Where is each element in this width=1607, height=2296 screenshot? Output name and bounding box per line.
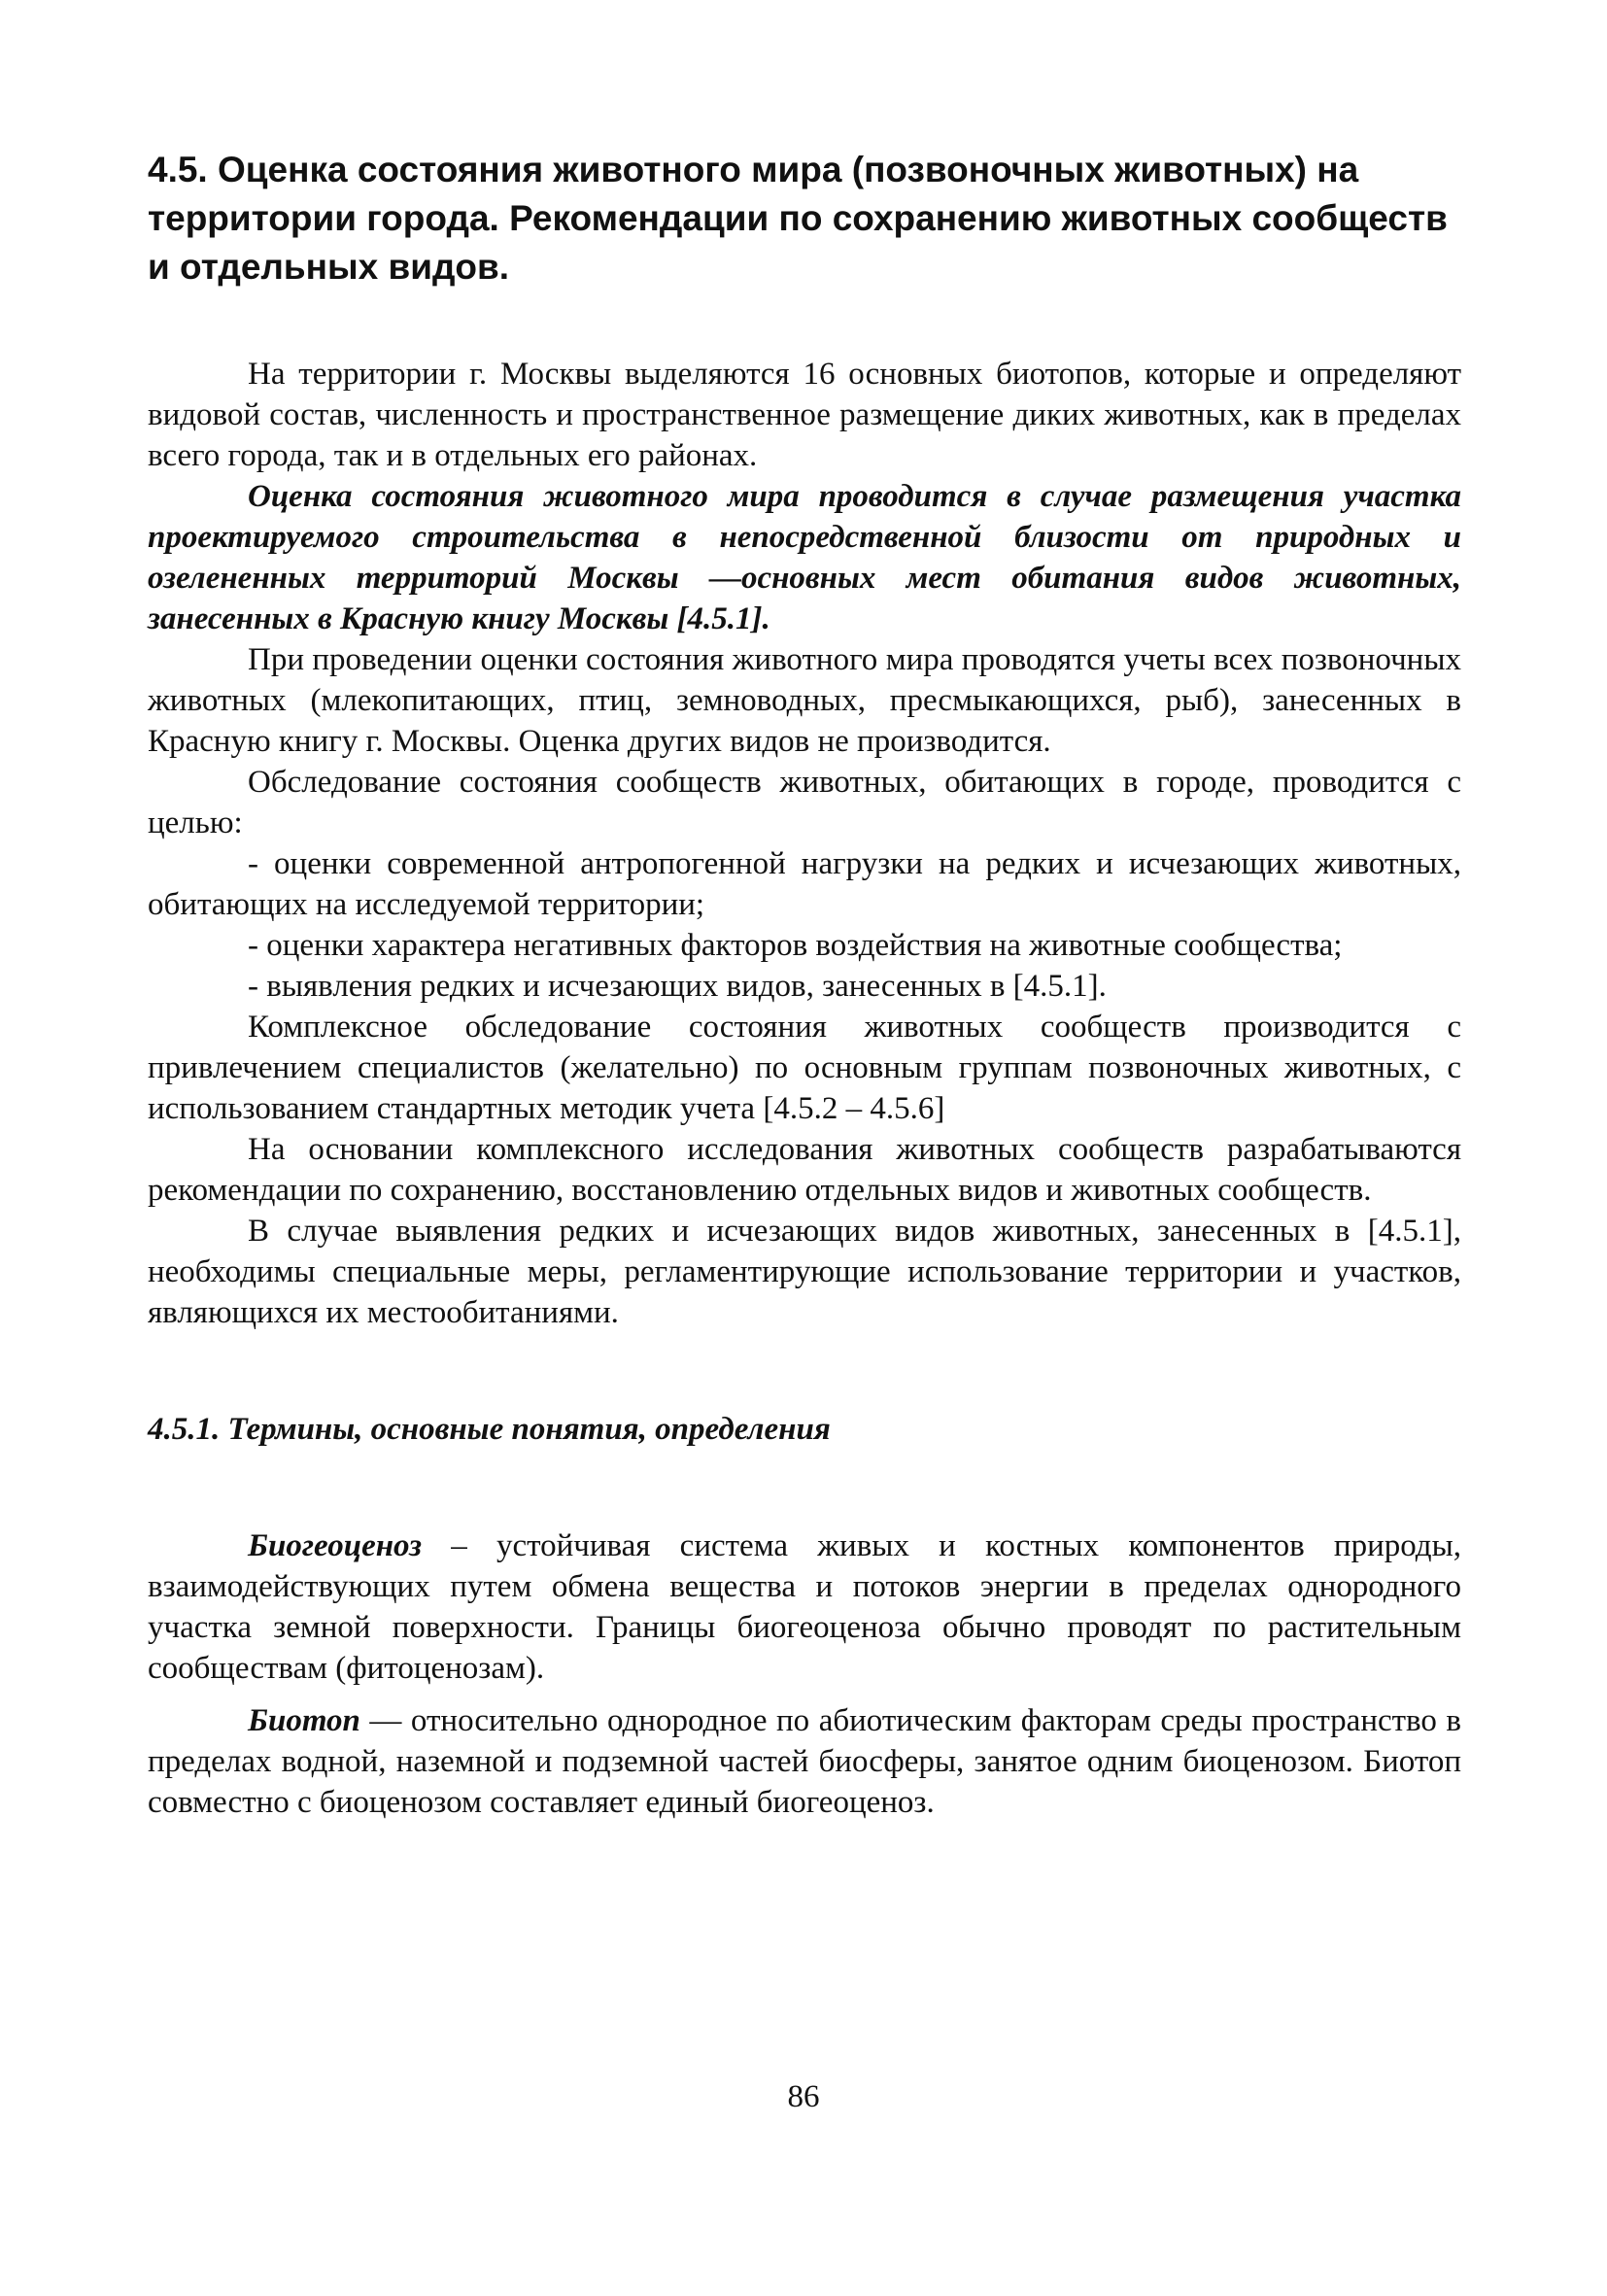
list-item-anthropogenic-load: - оценки современной антропогенной нагрузки на редких и исчезающих животных, обитающих на исследуемой территории; bbox=[148, 846, 1461, 922]
page-number: 86 bbox=[787, 2079, 820, 2114]
paragraph-survey-goal: Обследование состояния сообществ животных, обитающих в городе, проводится с целью: bbox=[148, 765, 1461, 840]
page-content bbox=[148, 146, 1461, 1823]
definition-term: Биогеоценоз bbox=[248, 1528, 422, 1563]
definition-biogeocenosis bbox=[148, 1525, 1461, 1689]
list-item-rare-species: - выявления редких и исчезающих видов, занесенных в [4.5.1]. bbox=[248, 969, 1107, 1004]
definition-text: — относительно однородное по абиотическим факторам среды пространство в пределах водной, наземной и подземной частей биосферы, занятое одним биоценозом. Биотоп совместно с биоценозом составляет единый биогеоценоз. bbox=[148, 1703, 1461, 1820]
definition-term: Биотоп bbox=[248, 1703, 360, 1738]
paragraph-special-measures: В случае выявления редких и исчезающих видов животных, занесенных в [4.5.1], необходимы специальные меры, регламентирующие использование территории и участков, являющихся их местообитаниями. bbox=[148, 1214, 1461, 1330]
paragraph-assessment-condition: Оценка состояния животного мира проводится в случае размещения участка проектируемого строительства в непосредственной близости от природных и озелененных территорий Москвы —основных мест обитания видов животных, занесенных в Красную книгу Москвы [4.5.1]. bbox=[148, 479, 1461, 636]
list-item-negative-factors: - оценки характера негативных факторов воздействия на животные сообщества; bbox=[248, 928, 1343, 963]
definition-text: – устойчивая система живых и костных компонентов природы, взаимодействующих путем обмена вещества и потоков энергии в пределах однородного участка земной поверхности. Границы биогеоценоза обычно проводят по растительным сообществам (фитоценозам). bbox=[148, 1528, 1461, 1686]
paragraph-biotopes: На территории г. Москвы выделяются 16 основных биотопов, которые и определяют видовой состав, численность и пространственное размещение диких животных, как в пределах всего города, так и в отдельных его районах. bbox=[148, 357, 1461, 473]
definition-biotope bbox=[148, 1700, 1461, 1823]
paragraph-recommendations: На основании комплексного исследования животных сообществ разрабатываются рекомендации по сохранению, восстановлению отдельных видов и животных сообществ. bbox=[148, 1132, 1461, 1208]
paragraph-census: При проведении оценки состояния животного мира проводятся учеты всех позвоночных животных (млекопитающих, птиц, земноводных, пресмыкающихся, рыб), занесенных в Красную книгу г. Москвы. Оценка других видов не производится. bbox=[148, 642, 1461, 759]
paragraph-complex-survey: Комплексное обследование состояния животных сообществ производится с привлечением специалистов (желательно) по основным группам позвоночных животных, с использованием стандартных методик учета [4.5.2 – 4.5.6] bbox=[148, 1010, 1461, 1126]
subsection-heading: 4.5.1. Термины, основные понятия, определения bbox=[148, 1412, 831, 1447]
section-heading: 4.5. Оценка состояния животного мира (позвоночных животных) на территории города. Рекомендации по сохранению животных сообществ и отдельных видов. bbox=[148, 150, 1448, 287]
